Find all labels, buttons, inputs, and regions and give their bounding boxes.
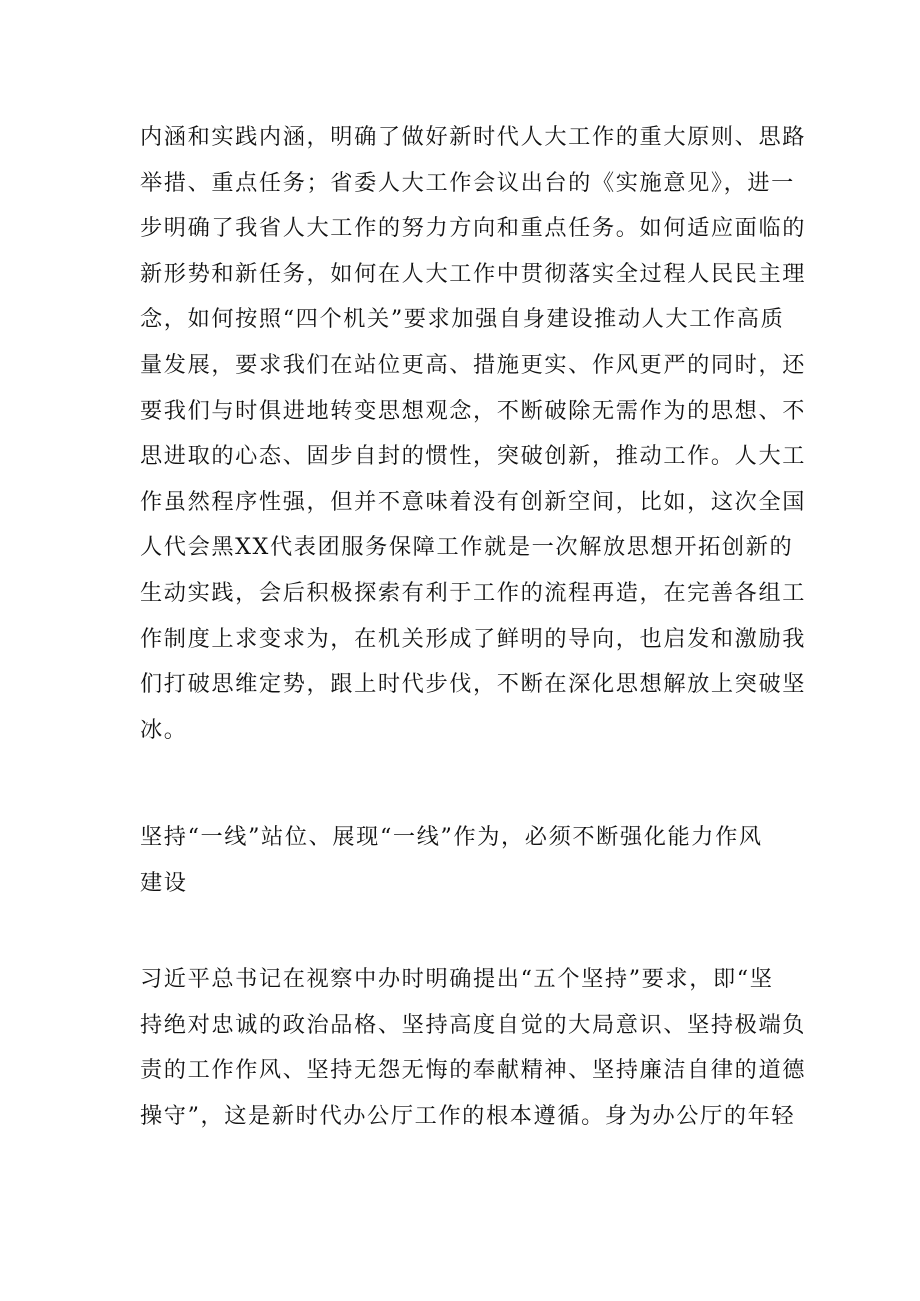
- section-heading: [140, 815, 790, 906]
- text-line: 们打破思维定势，跟上时代步伐，不断在深化思想解放上突破坚: [140, 671, 807, 698]
- text-line: 内涵和实践内涵，明确了做好新时代人大工作的重大原则、思路: [140, 124, 807, 150]
- text-line: 要我们与时俱进地转变思想观念，不断破除无需作为的思想、不: [140, 397, 807, 424]
- text-line: 习近平总书记在视察中办时明确提出“五个坚持”要求，即“坚: [140, 966, 774, 992]
- text-line: 操守”，这是新时代办公厅工作的根本遵循。身为办公厅的年轻: [140, 1102, 796, 1129]
- text-line: 冰。: [140, 716, 188, 743]
- heading-line: 坚持“一线”站位、展现“一线”作为，必须不断强化能力作风: [140, 824, 763, 850]
- text-line: 念，如何按照“四个机关”要求加强自身建设推动人大工作高质: [140, 306, 785, 333]
- text-line: 思进取的心态、固步自封的惯性，突破创新，推动工作。人大工: [140, 443, 807, 470]
- text-line: 举措、重点任务；省委人大工作会议出台的《实施意见》，进一: [140, 169, 795, 196]
- text-line: 作虽然程序性强，但并不意味着没有创新空间，比如，这次全国: [140, 488, 807, 515]
- text-line: 新形势和新任务，如何在人大工作中贯彻落实全过程人民民主理: [140, 260, 807, 287]
- text-line: 持绝对忠诚的政治品格、坚持高度自觉的大局意识、坚持极端负: [140, 1011, 807, 1038]
- text-line: 量发展，要求我们在站位更高、措施更实、作风更严的同时，还: [140, 351, 807, 378]
- text-line: 生动实践，会后积极探索有利于工作的流程再造，在完善各组工: [140, 579, 807, 606]
- heading-line: 建设: [140, 869, 188, 896]
- text-line: 作制度上求变求为，在机关形成了鲜明的导向，也启发和激励我: [140, 625, 807, 652]
- body-paragraph: [140, 115, 807, 753]
- body-paragraph: [140, 957, 807, 1139]
- text-line: 责的工作作风、坚持无怨无悔的奉献精神、坚持廉洁自律的道德: [140, 1057, 807, 1084]
- text-line: 人代会黑XX代表团服务保障工作就是一次解放思想开拓创新的: [140, 534, 794, 561]
- text-line: 步明确了我省人大工作的努力方向和重点任务。如何适应面临的: [140, 215, 807, 242]
